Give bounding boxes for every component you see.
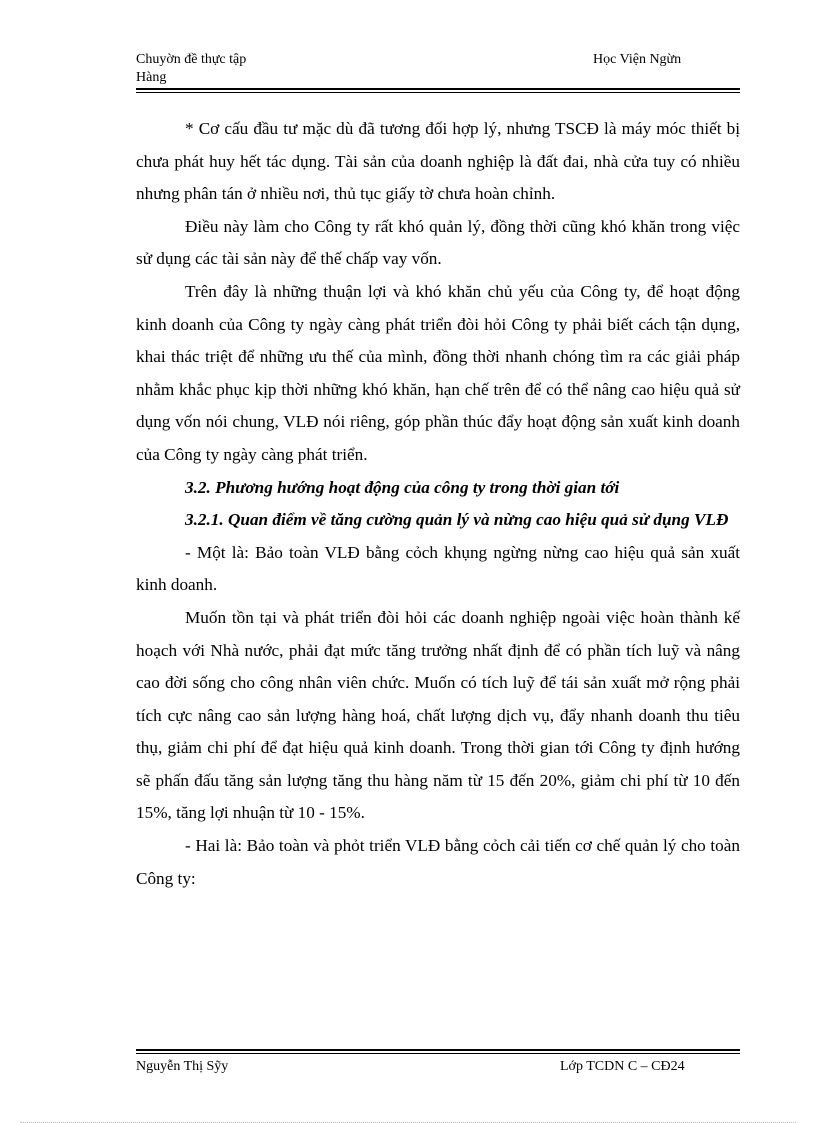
footer-author: Nguyễn Thị Sỹy: [136, 1059, 229, 1074]
page-header-left: [136, 51, 246, 87]
paragraph: Trên đây là những thuận lợi và khó khăn chủ yếu của Công ty, để hoạt động kinh doanh của Công ty ngày càng phát triển đòi hỏi Công ty phải biết cách tận dụng, khai thác triệt để những ưu thế của mình, đồng thời nhanh chóng tìm ra các giải pháp nhằm khắc phục kịp thời những khó khăn, hạn chế trên để có thể nâng cao hiệu quả sử dụng vốn nói chung, VLĐ nói riêng, góp phần thúc đẩy hoạt động sản xuất kinh doanh của Công ty ngày càng phát triển.: [136, 281, 740, 464]
paragraph: - Một là: Bảo toàn VLĐ bằng cỏch khụng ngừng nừng cao hiệu quả sản xuất kinh doanh.: [136, 542, 740, 595]
paragraph: Muốn tồn tại và phát triển đòi hỏi các doanh nghiệp ngoài việc hoàn thành kế hoạch với Nhà nước, phải đạt mức tăng trưởng nhất định để có phần tích luỹ và nâng cao đời sống cho công nhân viên chức. Muốn có tích luỹ để tái sản xuất mở rộng phải tích cực nâng cao sản lượng hàng hoá, chất lượng dịch vụ, đẩy nhanh doanh thu tiêu thụ, giảm chi phí để đạt hiệu quả kinh doanh. Trong thời gian tới Công ty định hướng sẽ phấn đấu tăng sản lượng tăng thu hàng năm từ 15 đến 20%, giảm chi phí từ 10 đến 15%, tăng lợi nhuận từ 10 - 15%.: [136, 607, 740, 823]
header-rule: [136, 88, 740, 93]
paragraph: Điều này làm cho Công ty rất khó quản lý, đồng thời cũng khó khăn trong việc sử dụng các tài sản này để thế chấp vay vốn.: [136, 216, 740, 269]
paragraph: * Cơ cấu đầu tư mặc dù đã tương đối hợp lý, nhưng TSCĐ là máy móc thiết bị chưa phát huy hết tác dụng. Tài sản của doanh nghiệp là đất đai, nhà cửa tuy có nhiều nhưng phân tán ở nhiều nơi, thủ tục giấy tờ chưa hoàn chỉnh.: [136, 119, 740, 204]
header-title: Chuyờn đề thực tập: [136, 52, 247, 67]
section-heading: 3.2. Phương hướng hoạt động của công ty trong thời gian tới: [185, 477, 620, 497]
footer-rule: [136, 1049, 740, 1054]
header-title-continued: Hàng: [136, 70, 167, 85]
document-body: [136, 113, 740, 895]
subsection-heading: 3.2.1. Quan điểm về tăng cường quản lý và nừng cao hiệu quả sử dụng VLĐ: [185, 510, 729, 530]
header-institution: Học Viện Ngừn: [593, 52, 682, 67]
footer-class: Lớp TCDN C – CĐ24: [560, 1059, 685, 1074]
paragraph: - Hai là: Bảo toàn và phỏt triển VLĐ bằng cỏch cải tiến cơ chế quản lý cho toàn Công ty:: [136, 836, 740, 888]
